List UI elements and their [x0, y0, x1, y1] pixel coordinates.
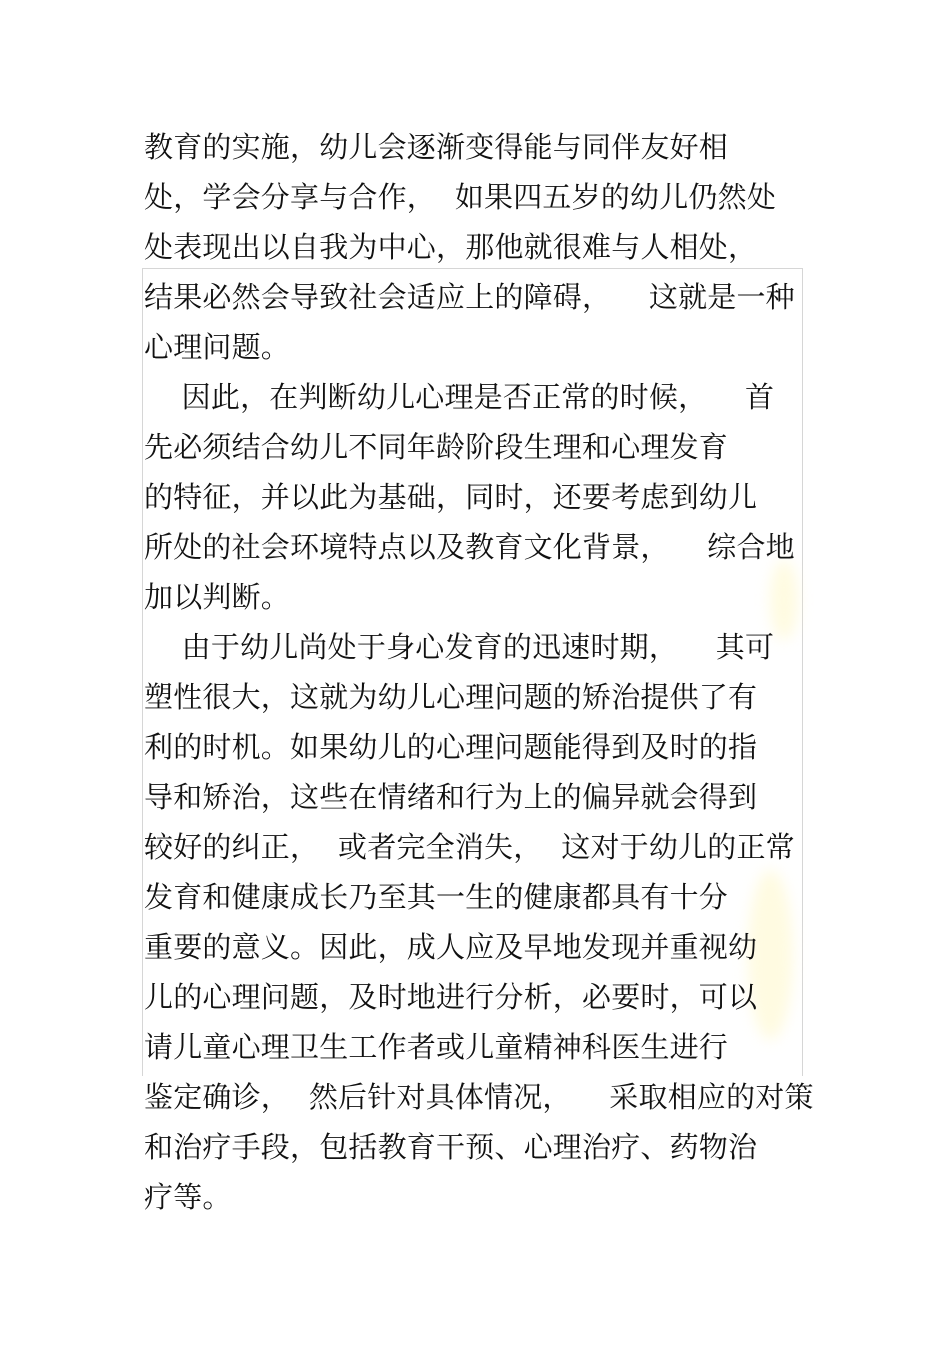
text-line: 疗等。 [144, 1180, 232, 1214]
text-line: 请儿童心理卫生工作者或儿童精神科医生进行 [144, 1030, 729, 1064]
text-line: 较好的纠正， 或者完全消失， 这对于幼儿的正常 [144, 830, 795, 864]
text-line: 结果必然会导致社会适应上的障碍， 这就是一种 [144, 280, 795, 314]
text-line: 重要的意义。因此，成人应及早地发现并重视幼 [144, 930, 758, 964]
text-line: 鉴定确诊， 然后针对具体情况， 采取相应的对策 [144, 1080, 814, 1114]
text-line: 和治疗手段，包括教育干预、心理治疗、药物治 [144, 1130, 758, 1164]
text-line: 心理问题。 [144, 330, 291, 364]
text-line: 利的时机。如果幼儿的心理问题能得到及时的指 [144, 730, 758, 764]
text-line: 教育的实施，幼儿会逐渐变得能与同伴友好相 [144, 130, 729, 164]
text-line: 由于幼儿尚处于身心发育的迅速时期， 其可 [144, 630, 775, 664]
text-line: 所处的社会环境特点以及教育文化背景， 综合地 [144, 530, 795, 564]
text-line: 先必须结合幼儿不同年龄阶段生理和心理发育 [144, 430, 729, 464]
text-line: 的特征，并以此为基础，同时，还要考虑到幼儿 [144, 480, 758, 514]
text-line: 发育和健康成长乃至其一生的健康都具有十分 [144, 880, 729, 914]
text-line: 处表现出以自我为中心，那他就很难与人相处， [144, 230, 758, 264]
text-line: 处，学会分享与合作， 如果四五岁的幼儿仍然处 [144, 180, 777, 214]
text-line: 因此，在判断幼儿心理是否正常的时候， 首 [144, 380, 775, 414]
text-line: 导和矫治，这些在情绪和行为上的偏异就会得到 [144, 780, 758, 814]
text-line: 儿的心理问题，及时地进行分析，必要时，可以 [144, 980, 758, 1014]
text-line: 加以判断。 [144, 580, 291, 614]
text-line: 塑性很大，这就为幼儿心理问题的矫治提供了有 [144, 680, 758, 714]
watermark-tint [770, 560, 798, 640]
